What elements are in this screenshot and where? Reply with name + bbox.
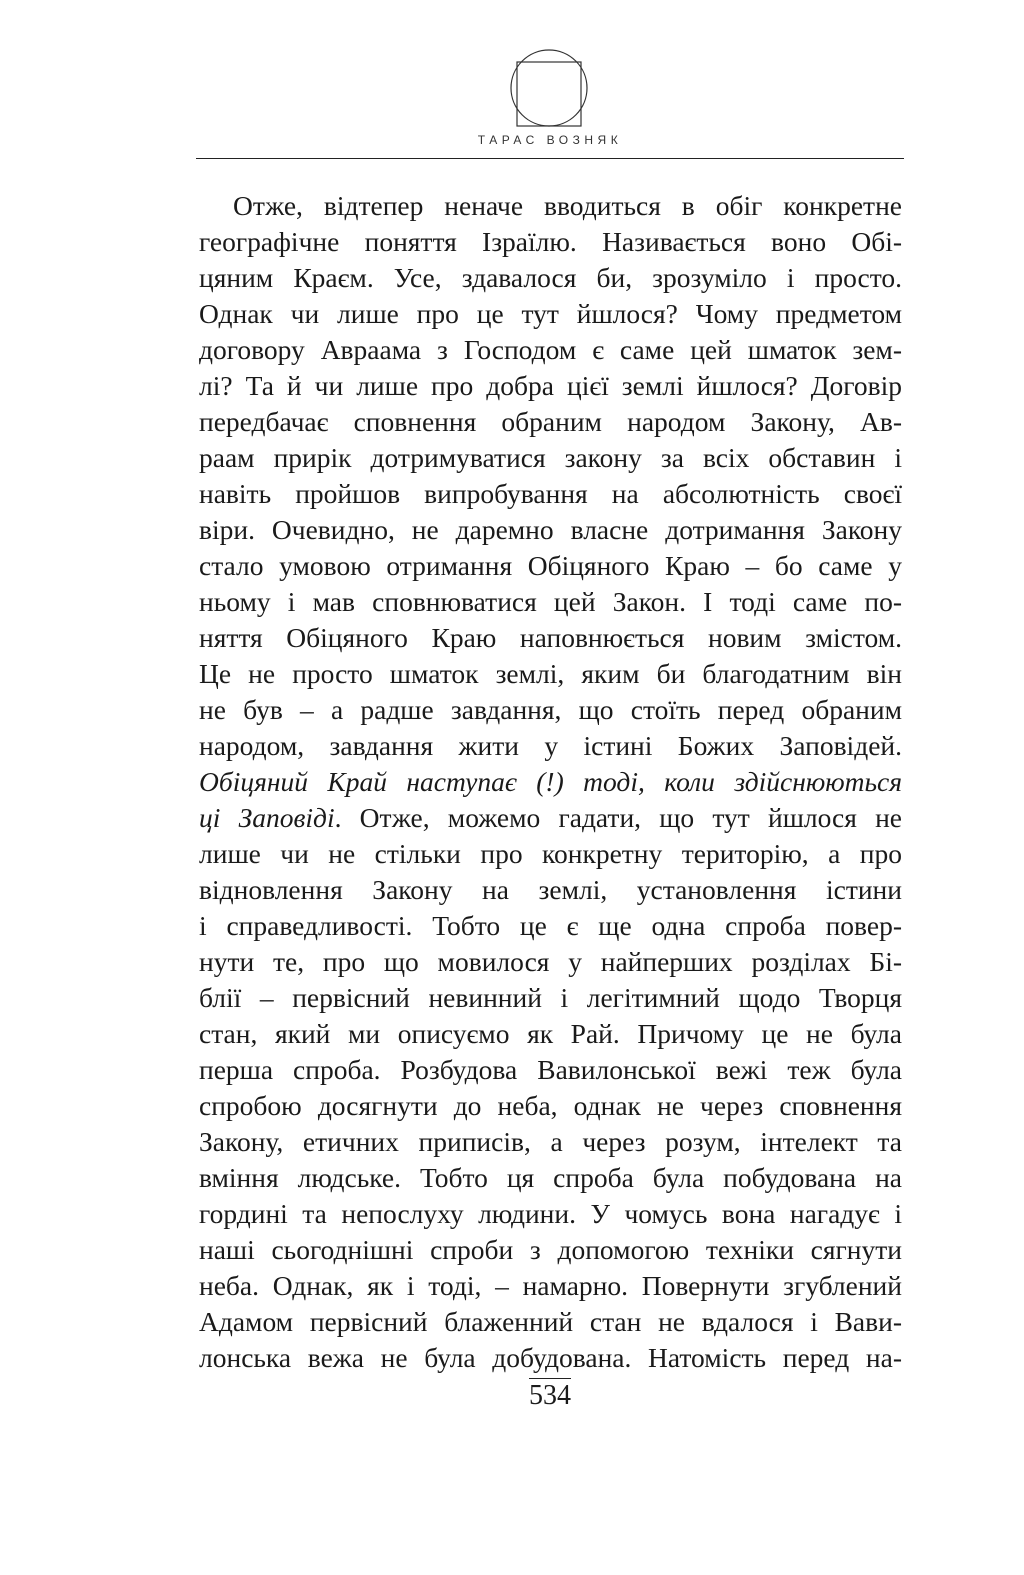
text-line bbox=[199, 476, 902, 512]
text-segment: раам прирік дотримуватися закону за всіх обставин і bbox=[199, 442, 902, 473]
text-segment: стало умовою отримання Обіцяного Краю – бо саме у bbox=[199, 550, 902, 581]
text-line bbox=[199, 980, 902, 1016]
text-line bbox=[199, 512, 902, 548]
text-segment: ці Заповіді bbox=[199, 802, 335, 833]
text-segment: гордині та непослуху людини. У чомусь вона нагадує і bbox=[199, 1198, 902, 1229]
text-segment: лише чи не стільки про конкретну територію, а про bbox=[199, 838, 902, 869]
text-line bbox=[199, 836, 902, 872]
text-segment: нути те, про що мовилося у найперших розділах Бі- bbox=[199, 946, 902, 977]
text-segment: Закону, етичних приписів, а через розум, інтелект та bbox=[199, 1126, 902, 1157]
text-line bbox=[199, 368, 902, 404]
text-segment: блії – первісний невинний і легітимний щодо Творця bbox=[199, 982, 902, 1013]
text-line bbox=[199, 296, 902, 332]
text-line bbox=[199, 1340, 902, 1376]
text-line bbox=[199, 692, 902, 728]
text-line bbox=[199, 188, 902, 224]
text-line bbox=[199, 440, 902, 476]
text-line bbox=[199, 1160, 902, 1196]
text-line bbox=[199, 656, 902, 692]
text-segment: віри. Очевидно, не даремно власне дотримання Закону bbox=[199, 514, 902, 545]
text-line bbox=[199, 548, 902, 584]
text-line bbox=[199, 1268, 902, 1304]
running-head: ТАРАС ВОЗНЯК bbox=[477, 133, 623, 147]
text-line bbox=[199, 1196, 902, 1232]
text-segment: неба. Однак, як і тоді, – намарно. Повернути згублений bbox=[199, 1270, 902, 1301]
text-segment: Обіцяний Край наступає (!) тоді, коли здійснюються bbox=[199, 766, 902, 797]
text-line bbox=[199, 1088, 902, 1124]
page-number-value: 534 bbox=[529, 1380, 571, 1411]
text-segment: договору Авраама з Господом є саме цей шматок зем- bbox=[199, 334, 902, 365]
text-segment: лі? Та й чи лише про добра цієї землі йшлося? Договір bbox=[199, 370, 902, 401]
text-line bbox=[199, 800, 902, 836]
circle-square-emblem-icon bbox=[509, 44, 589, 128]
text-line bbox=[199, 1052, 902, 1088]
text-segment: перша спроба. Розбудова Вавилонської вежі теж була bbox=[199, 1054, 902, 1085]
text-segment: народом, завдання жити у істині Божих Заповідей. bbox=[199, 730, 902, 761]
text-line bbox=[199, 260, 902, 296]
text-line bbox=[199, 872, 902, 908]
text-segment: лонська вежа не була добудована. Натомість перед на- bbox=[199, 1342, 902, 1373]
text-segment: не був – а радше завдання, що стоїть перед обраним bbox=[199, 694, 902, 725]
text-segment: Однак чи лише про це тут йшлося? Чому предметом bbox=[199, 298, 902, 329]
text-line bbox=[199, 944, 902, 980]
header-rule bbox=[196, 158, 904, 159]
text-segment: няття Обіцяного Краю наповнюється новим змістом. bbox=[199, 622, 902, 653]
text-line bbox=[199, 584, 902, 620]
text-segment: і справедливості. Тобто це є ще одна спроба повер- bbox=[199, 910, 902, 941]
text-line bbox=[199, 728, 902, 764]
text-line bbox=[199, 332, 902, 368]
text-segment: Отже, відтепер неначе вводиться в обіг конкретне bbox=[233, 190, 902, 221]
text-segment: спробою досягнути до неба, однак не через сповнення bbox=[199, 1090, 902, 1121]
text-segment: передбачає сповнення обраним народом Закону, Ав- bbox=[199, 406, 902, 437]
text-segment: ньому і мав сповнюватися цей Закон. І тоді саме по- bbox=[199, 586, 902, 617]
text-segment: Це не просто шматок землі, яким би благодатним він bbox=[199, 658, 902, 689]
text-segment: наші сьогоднішні спроби з допомогою техніки сягнути bbox=[199, 1234, 902, 1265]
text-line bbox=[199, 620, 902, 656]
text-segment: географічне поняття Ізраїлю. Називається воно Обі- bbox=[199, 226, 902, 257]
page-number bbox=[196, 1378, 904, 1412]
text-line bbox=[199, 764, 902, 800]
text-segment: вміння людське. Тобто ця спроба була побудована на bbox=[199, 1162, 902, 1193]
text-segment: цяним Краєм. Усе, здавалося би, зрозуміло і просто. bbox=[199, 262, 902, 293]
text-segment: . Отже, можемо гадати, що тут йшлося не bbox=[334, 802, 903, 833]
text-line bbox=[199, 1304, 902, 1340]
text-line bbox=[199, 404, 902, 440]
text-line bbox=[199, 908, 902, 944]
text-segment: відновлення Закону на землі, установлення істини bbox=[199, 874, 902, 905]
text-line bbox=[199, 224, 902, 260]
text-line bbox=[199, 1124, 902, 1160]
text-line bbox=[199, 1232, 902, 1268]
text-segment: навіть пройшов випробування на абсолютність своєї bbox=[199, 478, 902, 509]
text-segment: Адамом первісний блаженний стан не вдалося і Вави- bbox=[199, 1306, 902, 1337]
text-line bbox=[199, 1016, 902, 1052]
text-segment: стан, який ми описуємо як Рай. Причому це не була bbox=[199, 1018, 902, 1049]
body-text bbox=[199, 188, 902, 1376]
